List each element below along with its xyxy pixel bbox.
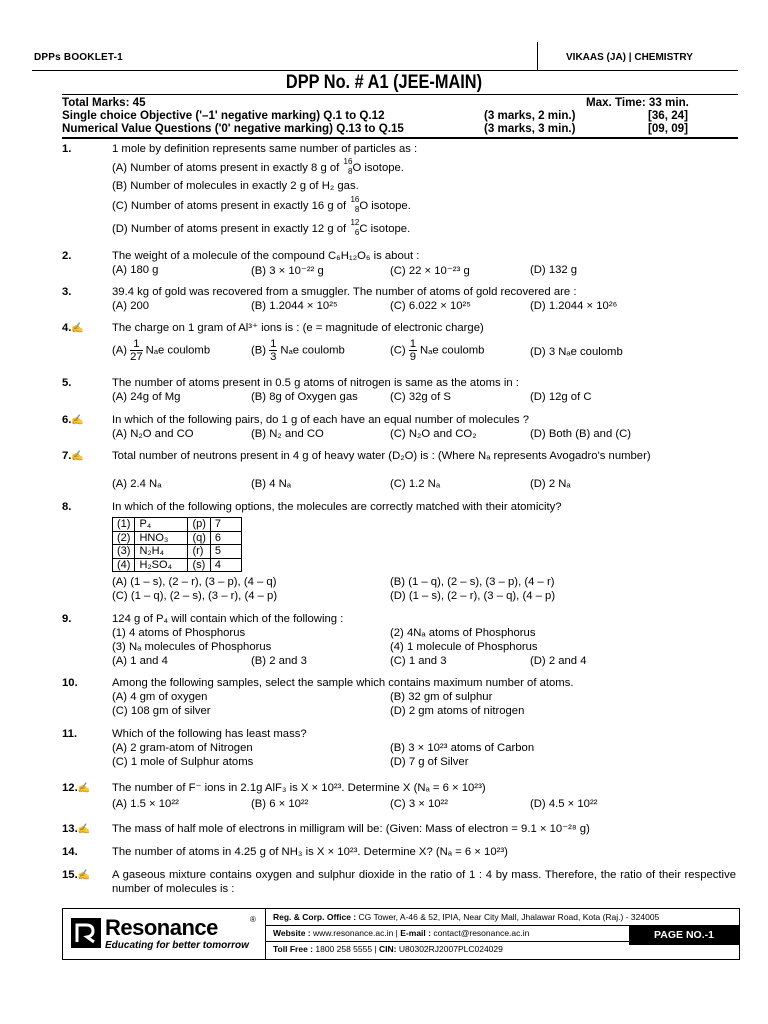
- question-text: 39.4 kg of gold was recovered from a smuggler. The number of atoms of gold recovered are :: [112, 286, 577, 298]
- option-a: (A) 2 gram-atom of Nitrogen: [112, 742, 253, 754]
- tollfree-line: Toll Free : 1800 258 5555 | CIN: U80302RJ2007PLC024029: [273, 944, 503, 954]
- question-text: The number of atoms present in 0.5 g atoms of nitrogen is same as the atoms in :: [112, 377, 519, 389]
- option-c: (C) $\frac{1}{9}$ Nₐe coulomb: [390, 338, 485, 363]
- total-marks: Total Marks: 45: [62, 96, 146, 109]
- question-number: 14.: [62, 846, 78, 858]
- option-c: (C) 1.2 Nₐ: [390, 478, 441, 490]
- question-text: 124 g of P₄ will contain which of the following :: [112, 613, 344, 625]
- question-number: 5.: [62, 377, 72, 389]
- option-a: (A) 2.4 Nₐ: [112, 478, 162, 490]
- option-a: (A) 4 gm of oxygen: [112, 691, 208, 703]
- option-d: (D) 12g of C: [530, 391, 592, 403]
- option-c: (C) 108 gm of silver: [112, 705, 211, 717]
- registered-mark: ®: [250, 915, 256, 924]
- option-a: (A) $\frac{1}{27}$ Nₐe coulomb: [112, 338, 211, 363]
- booklet-label: DPPs BOOKLET-1: [34, 52, 123, 63]
- question-text: The weight of a molecule of the compound C₆H₁₂O₆ is about :: [112, 250, 420, 262]
- single-choice-marks: (3 marks, 2 min.): [484, 109, 576, 122]
- option-b: (B) N₂ and CO: [251, 428, 324, 440]
- option-d: (D) 2 Nₐ: [530, 478, 571, 490]
- option-b: (B) 2 and 3: [251, 655, 307, 667]
- table-row: (1) P₄ (p) 7: [113, 518, 242, 532]
- option-d: (D) 2 and 4: [530, 655, 587, 667]
- question-text: The number of F⁻ ions in 2.1g AlF₃ is X × 10²³. Determine X (Nₐ = 6 × 10²³): [112, 782, 486, 794]
- question-text: The number of atoms in 4.25 g of NH₃ is X × 10²³. Determine X? (Nₐ = 6 × 10²³): [112, 846, 508, 858]
- resonance-logo: [63, 909, 266, 959]
- question-number: 13.✍: [62, 823, 91, 835]
- option-a: (A) 200: [112, 300, 150, 312]
- question-number: 11.: [62, 728, 78, 740]
- option-d: (D) 7 g of Silver: [390, 756, 469, 768]
- statement-4: (4) 1 molecule of Phosphorus: [390, 641, 538, 653]
- question-number: 8.: [62, 501, 72, 513]
- match-table: [112, 517, 242, 572]
- option-d: (D) Number of atoms present in exactly 12 g of 12 6 C isotope.: [112, 218, 411, 237]
- question-text: In which of the following options, the molecules are correctly matched with their atomicity?: [112, 501, 562, 513]
- contact-line: Website : www.resonance.ac.in | E-mail : contact@resonance.ac.in: [273, 928, 530, 938]
- question-text: Among the following samples, select the sample which contains maximum number of atoms.: [112, 677, 574, 689]
- option-b: (B) $\frac{1}{3}$ Nₐe coulomb: [251, 338, 345, 363]
- meta-rule: [62, 137, 738, 139]
- option-c: (C) 22 × 10⁻²³ g: [390, 265, 470, 277]
- title-rule: [62, 94, 738, 95]
- question-text: In which of the following pairs, do 1 g of each have an equal number of molecules ?: [112, 414, 529, 426]
- option-d: (D) 4.5 × 10²²: [530, 798, 598, 810]
- option-d: (D) 2 gm atoms of nitrogen: [390, 705, 525, 717]
- option-b: (B) 3 × 10²³ atoms of Carbon: [390, 742, 535, 754]
- question-number: 2.: [62, 250, 72, 262]
- question-number: 3.: [62, 286, 72, 298]
- single-choice-total: [36, 24]: [648, 109, 688, 122]
- option-a: (A) 1 and 4: [112, 655, 168, 667]
- question-text: The charge on 1 gram of Al³⁺ ions is : (e = magnitude of electronic charge): [112, 322, 484, 334]
- option-c: (C) 6.022 × 10²⁵: [390, 300, 471, 312]
- option-c: (C) (1 – q), (2 – s), (3 – r), (4 – p): [112, 590, 278, 602]
- table-row: (3) N₂H₄ (r) 5: [113, 545, 242, 559]
- hand-writing-icon: ✍: [77, 824, 91, 835]
- question-number: 15.✍: [62, 869, 91, 881]
- statement-1: (1) 4 atoms of Phosphorus: [112, 627, 246, 639]
- question-number: 7.✍: [62, 450, 84, 462]
- statement-3: (3) Nₐ molecules of Phosphorus: [112, 641, 272, 653]
- question-number: 6.✍: [62, 414, 84, 426]
- single-choice-label: Single choice Objective ('–1' negative marking) Q.1 to Q.12: [62, 109, 385, 122]
- option-b: (B) (1 – q), (2 – s), (3 – p), (4 – r): [390, 576, 555, 588]
- logo-wordmark: Resonance: [105, 915, 218, 940]
- option-c: (C) 3 × 10²²: [390, 798, 449, 810]
- option-b: (B) 1.2044 × 10²⁵: [251, 300, 338, 312]
- option-a: (A) 1.5 × 10²²: [112, 798, 179, 810]
- option-b: (B) 6 × 10²²: [251, 798, 309, 810]
- resonance-logo-icon: [71, 918, 101, 948]
- numerical-label: Numerical Value Questions ('0' negative marking) Q.13 to Q.15: [62, 122, 404, 135]
- numerical-marks: (3 marks, 3 min.): [484, 122, 576, 135]
- statement-2: (2) 4Nₐ atoms of Phosphorus: [390, 627, 536, 639]
- question-number: 4.✍: [62, 322, 84, 334]
- option-a: (A) N₂O and CO: [112, 428, 194, 440]
- option-b: (B) 32 gm of sulphur: [390, 691, 493, 703]
- numerical-total: [09, 09]: [648, 122, 688, 135]
- page-footer: [62, 908, 740, 960]
- option-a: (A) Number of atoms present in exactly 8 g of 16 8 O isotope.: [112, 157, 404, 176]
- option-c: (C) 1 mole of Sulphur atoms: [112, 756, 254, 768]
- question-text: A gaseous mixture contains oxygen and sulphur dioxide in the ratio of 1 : 4 by mass. Therefore, the ratio of their respective number of molecules is :: [112, 869, 736, 895]
- question-number: 1.: [62, 143, 72, 155]
- option-c: (C) Number of atoms present in exactly 16 g of 16 8 O isotope.: [112, 195, 411, 214]
- question-number: 9.: [62, 613, 72, 625]
- question-number: 12.✍: [62, 782, 91, 794]
- option-c: (C) 32g of S: [390, 391, 451, 403]
- option-b: (B) Number of molecules in exactly 2 g of H₂ gas.: [112, 180, 359, 192]
- table-row: (4) H₂SO₄ (s) 4: [113, 558, 242, 572]
- option-a: (A) 180 g: [112, 264, 159, 276]
- isotope-o16: 16 8: [343, 157, 353, 176]
- option-a: (A) (1 – s), (2 – r), (3 – p), (4 – q): [112, 576, 277, 588]
- hand-writing-icon: ✍: [71, 451, 84, 462]
- option-d: (D) Both (B) and (C): [530, 428, 632, 440]
- subject-label: VIKAAS (JA) | CHEMISTRY: [566, 52, 693, 63]
- option-b: (B) 8g of Oxygen gas: [251, 391, 358, 403]
- hand-writing-icon: ✍: [71, 323, 84, 334]
- option-d: (D) 3 Nₐe coulomb: [530, 346, 623, 358]
- question-text: Which of the following has least mass?: [112, 728, 307, 740]
- hand-writing-icon: ✍: [71, 415, 84, 426]
- question-text: The mass of half mole of electrons in milligram will be: (Given: Mass of electron = 9.1 × 10⁻²⁸ g): [112, 823, 590, 835]
- isotope-c12: 12 6: [350, 218, 360, 237]
- footer-divider: [265, 941, 629, 942]
- question-number: 10.: [62, 677, 78, 689]
- header-rule: [32, 70, 738, 71]
- option-d: (D) 1.2044 × 10²⁶: [530, 300, 618, 312]
- page-title: DPP No. # A1 (JEE-MAIN): [285, 72, 483, 93]
- question-text: Total number of neutrons present in 4 g of heavy water (D₂O) is : (Where Nₐ represents Avogadro's number): [112, 450, 651, 462]
- option-a: (A) 24g of Mg: [112, 391, 181, 403]
- isotope-o16: 16 8: [350, 195, 360, 214]
- option-c: (C) N₂O and CO₂: [390, 428, 477, 440]
- max-time: Max. Time: 33 min.: [586, 96, 689, 109]
- option-d: (D) 132 g: [530, 264, 578, 276]
- page-number: PAGE NO.-1: [629, 925, 739, 945]
- hand-writing-icon: ✍: [77, 870, 91, 881]
- option-c: (C) 1 and 3: [390, 655, 447, 667]
- office-address: Reg. & Corp. Office : CG Tower, A-46 & 52, IPIA, Near City Mall, Jhalawar Road, Kota (Raj.) - 324005: [273, 912, 660, 922]
- table-row: (2) HNO₃ (q) 6: [113, 531, 242, 545]
- question-text: 1 mole by definition represents same number of particles as :: [112, 143, 418, 155]
- option-b: (B) 4 Nₐ: [251, 478, 291, 490]
- hand-writing-icon: ✍: [77, 783, 91, 794]
- footer-divider: [265, 925, 629, 926]
- option-b: (B) 3 × 10⁻²² g: [251, 265, 324, 277]
- logo-tagline: Educating for better tomorrow: [105, 940, 249, 951]
- option-d: (D) (1 – s), (2 – r), (3 – q), (4 – p): [390, 590, 556, 602]
